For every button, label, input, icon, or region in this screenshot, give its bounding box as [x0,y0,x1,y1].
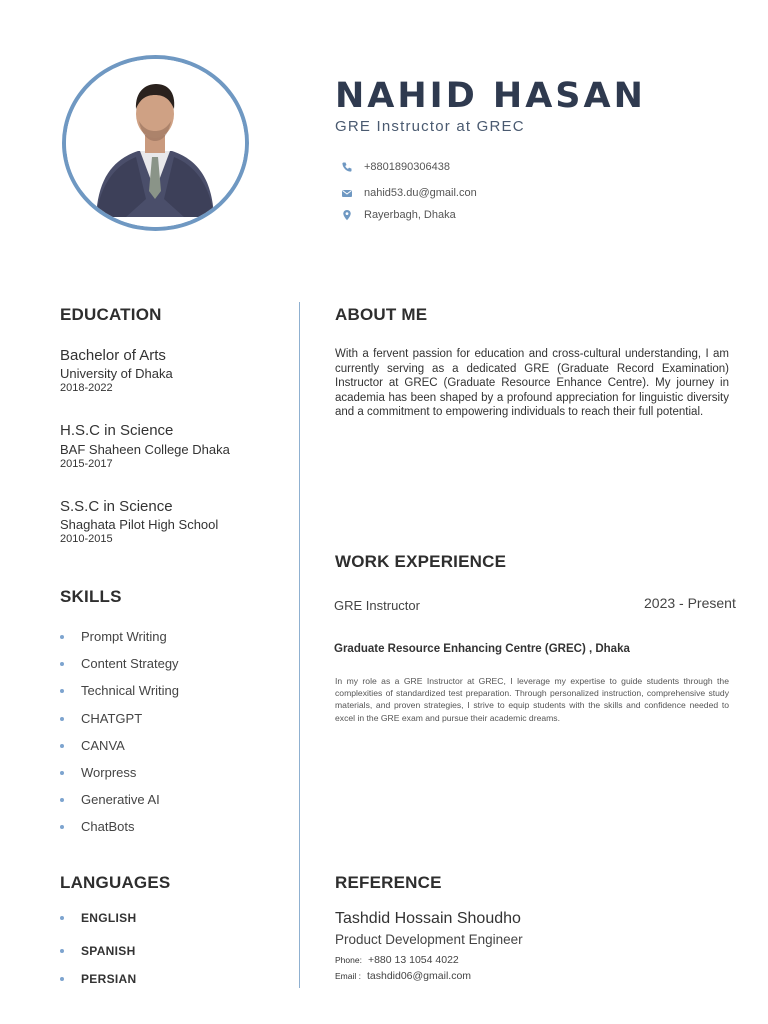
reference-email-label: Email : [335,971,361,981]
skill-label: Content Strategy [81,656,179,671]
education-years: 2015-2017 [60,458,113,470]
applicant-role: GRE Instructor at GREC [335,118,525,135]
work-experience-heading: WORK EXPERIENCE [335,552,507,571]
about-heading: ABOUT ME [335,305,428,324]
skill-label: Worpress [81,765,137,780]
languages-heading: LANGUAGES [60,873,171,892]
bullet-icon [60,635,64,639]
contact-email-text: nahid53.du@gmail.con [364,187,477,199]
skill-item [60,738,125,753]
reference-title: Product Development Engineer [335,932,523,947]
column-divider [299,302,300,988]
reference-email [335,970,471,982]
education-institution: Shaghata Pilot High School [60,517,219,532]
language-item [60,911,136,925]
skill-item [60,629,167,644]
job-title: GRE Instructor [334,598,420,613]
job-company: Graduate Resource Enhancing Centre (GREC) , Dhaka [334,643,630,655]
language-item [60,944,136,958]
skill-label: ChatBots [81,819,135,834]
contact-phone [341,161,450,173]
bullet-icon [60,689,64,693]
skill-item [60,819,134,834]
job-dates: 2023 - Present [644,595,736,611]
profile-photo [62,55,249,231]
education-years: 2018-2022 [60,382,113,394]
education-degree: Bachelor of Arts [60,347,166,364]
bullet-icon [60,744,64,748]
location-pin-icon [341,209,353,221]
education-degree: H.S.C in Science [60,422,174,439]
contact-location-text: Rayerbagh, Dhaka [364,209,456,221]
language-label: PERSIAN [81,972,137,986]
bullet-icon [60,916,64,920]
person-portrait-illustration [66,59,245,227]
bullet-icon [60,977,64,981]
bullet-icon [60,949,64,953]
phone-icon [341,161,353,173]
skill-item [60,792,160,807]
reference-phone [335,954,459,966]
bullet-icon [60,717,64,721]
language-label: ENGLISH [81,911,137,925]
contact-location [341,209,456,221]
skill-item [60,711,142,726]
skill-item [60,683,179,698]
language-label: SPANISH [81,944,136,958]
contact-email [341,187,477,199]
skill-label: Generative AI [81,792,160,807]
contact-phone-text: +8801890306438 [364,161,450,173]
applicant-name: NAHID HASAN [335,76,646,116]
skill-item [60,656,179,671]
skill-label: CANVA [81,738,125,753]
job-description: In my role as a GRE Instructor at GREC, I leverage my expertise to guide students through the complexities of standardized test preparation. Through personalized instruction, comprehensive study materials, and proven strategies, I strive to equip students with the skills and confidence needed to excel in the GRE exam and pursue their academic dreams. [335,676,729,723]
bullet-icon [60,771,64,775]
bullet-icon [60,798,64,802]
education-institution: BAF Shaheen College Dhaka [60,442,230,457]
bullet-icon [60,825,64,829]
education-heading: EDUCATION [60,305,162,324]
reference-heading: REFERENCE [335,873,442,892]
reference-email-value: tashdid06@gmail.com [366,970,472,982]
skills-heading: SKILLS [60,587,122,606]
skill-item [60,765,136,780]
language-item [60,972,136,986]
education-institution: University of Dhaka [60,366,173,381]
bullet-icon [60,662,64,666]
about-text: With a fervent passion for education and cross-cultural understanding, I am currently serving as a dedicated GRE (Graduate Record Examination) Instructor at GREC (Graduate Resource Enhance Centre). My journey in academia has been shaped by a profound appreciation for linguistic diversity and a commitment to empowering individuals to reach their full potential. [335,348,729,419]
email-icon [341,187,353,199]
education-years: 2010-2015 [60,533,113,545]
skill-label: Prompt Writing [81,629,167,644]
reference-phone-label: Phone: [335,955,362,965]
skill-label: Technical Writing [81,683,180,698]
reference-name: Tashdid Hossain Shoudho [335,910,521,927]
reference-phone-value: +880 13 1054 4022 [367,954,459,966]
skill-label: CHATGPT [81,711,143,726]
education-degree: S.S.C in Science [60,498,173,515]
